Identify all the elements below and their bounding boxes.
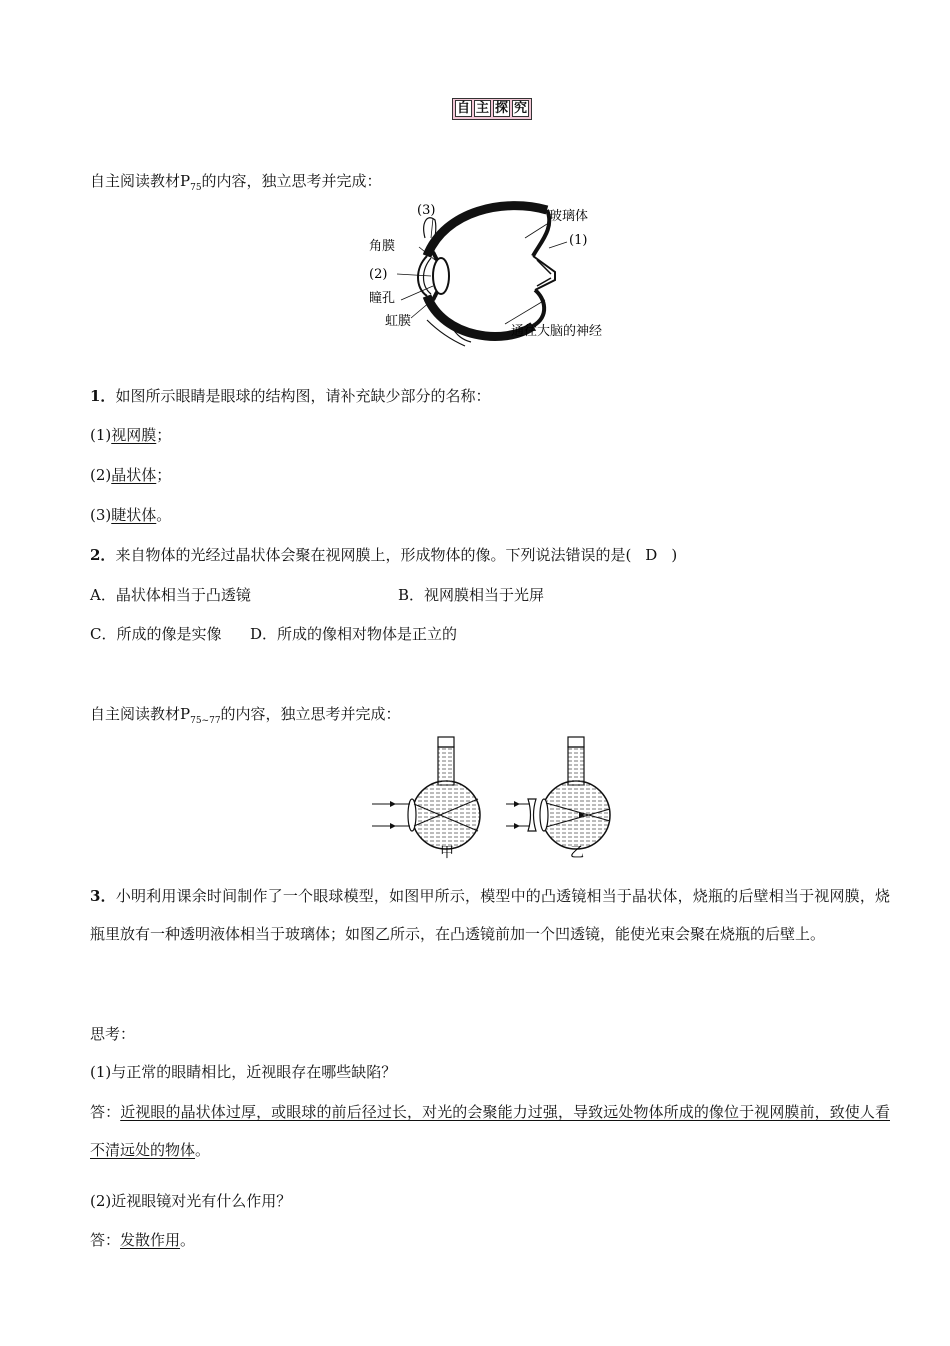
option-a: A．晶状体相当于凸透镜: [90, 586, 251, 604]
intro-2: [90, 703, 401, 726]
answer-1-2: [90, 464, 171, 485]
sub-answer-2: [90, 1229, 195, 1250]
intro-1-prefix: 自主阅读教材P: [90, 172, 191, 190]
answer-1-2-prefix: (2): [90, 466, 112, 484]
answer-1-2-value: 晶状体: [111, 466, 157, 484]
question-3: [90, 877, 890, 953]
flask-diagram: [370, 735, 630, 860]
sub-answer-1-suffix: 。: [195, 1141, 211, 1159]
sub-answer-1: [90, 1093, 890, 1169]
section-title-char: 主: [475, 101, 489, 116]
label-yi: 乙: [570, 845, 584, 860]
think-label: 思考：: [90, 1025, 136, 1043]
intro-1-page: 75: [190, 183, 202, 193]
question-2-number: 2．: [90, 546, 116, 564]
answer-1-1-suffix: ；: [156, 426, 172, 444]
option-d: D．所成的像相对物体是正立的: [250, 625, 458, 643]
answer-1-3-value: 睫状体: [111, 506, 157, 524]
sub-answer-2-prefix: 答：: [90, 1231, 121, 1249]
intro-1-suffix: 的内容，独立思考并完成：: [201, 172, 382, 190]
label-nerve: 通往大脑的神经: [511, 324, 603, 339]
label-2: (2): [369, 267, 388, 282]
intro-1: [90, 170, 382, 193]
option-c: C．所成的像是实像: [90, 625, 222, 643]
question-3-text: 小明利用课余时间制作了一个眼球模型，如图甲所示，模型中的凸透镜相当于晶状体，烧瓶的后壁相当于视网膜，烧瓶里放有一种透明液体相当于玻璃体；如图乙所示，在凸透镜前加一个凹透镜，能使光束会聚在烧瓶的后壁上。: [90, 887, 890, 943]
label-3: (3): [417, 203, 436, 218]
sub-answer-2-value: 发散作用: [120, 1231, 181, 1249]
answer-1-1-prefix: (1): [90, 426, 112, 444]
section-title-char: 究: [514, 101, 528, 116]
answer-1-1-value: 视网膜: [111, 426, 157, 444]
section-title: [452, 98, 532, 120]
sub-answer-1-prefix: 答：: [90, 1103, 121, 1121]
eye-diagram: [355, 198, 635, 353]
question-1: [90, 385, 490, 406]
section-title-char: 自: [456, 101, 470, 116]
question-1-text: 如图所示眼睛是眼球的结构图，请补充缺少部分的名称：: [115, 387, 491, 405]
answer-1-1: [90, 424, 171, 445]
sub-question-2: (2)近视眼镜对光有什么作用？: [90, 1192, 292, 1210]
question-3-number: 3．: [90, 887, 116, 905]
label-pupil: 瞳孔: [369, 291, 396, 306]
label-iris: 虹膜: [385, 314, 412, 329]
question-2: [90, 544, 677, 565]
intro-2-suffix: 的内容，独立思考并完成：: [220, 705, 401, 723]
answer-1-3-prefix: (3): [90, 506, 112, 524]
question-2-close: ): [671, 546, 678, 564]
section-title-char: 探: [495, 101, 509, 116]
question-1-number: 1．: [90, 387, 116, 405]
intro-2-prefix: 自主阅读教材P: [90, 705, 191, 723]
label-cornea: 角膜: [369, 239, 396, 254]
intro-2-page: 75~77: [190, 716, 221, 726]
sub-question-1: (1)与正常的眼睛相比，近视眼存在哪些缺陷？: [90, 1063, 397, 1081]
question-2-text: 来自物体的光经过晶状体会聚在视网膜上，形成物体的像。下列说法错误的是(: [115, 546, 632, 564]
option-b: B．视网膜相当于光屏: [398, 586, 545, 604]
question-2-answer: D: [645, 546, 658, 564]
sub-answer-1-value: 近视眼的晶状体过厚，或眼球的前后径过长，对光的会聚能力过强，导致远处物体所成的像位于视网膜前，致使人看不清远处的物体: [90, 1103, 890, 1159]
label-vitreous: 玻璃体: [549, 209, 589, 224]
label-1: (1): [569, 233, 588, 248]
label-jia: 甲: [440, 845, 454, 860]
sub-answer-2-suffix: 。: [180, 1231, 196, 1249]
answer-1-2-suffix: ；: [156, 466, 172, 484]
answer-1-3: [90, 504, 171, 525]
answer-1-3-suffix: 。: [156, 506, 172, 524]
